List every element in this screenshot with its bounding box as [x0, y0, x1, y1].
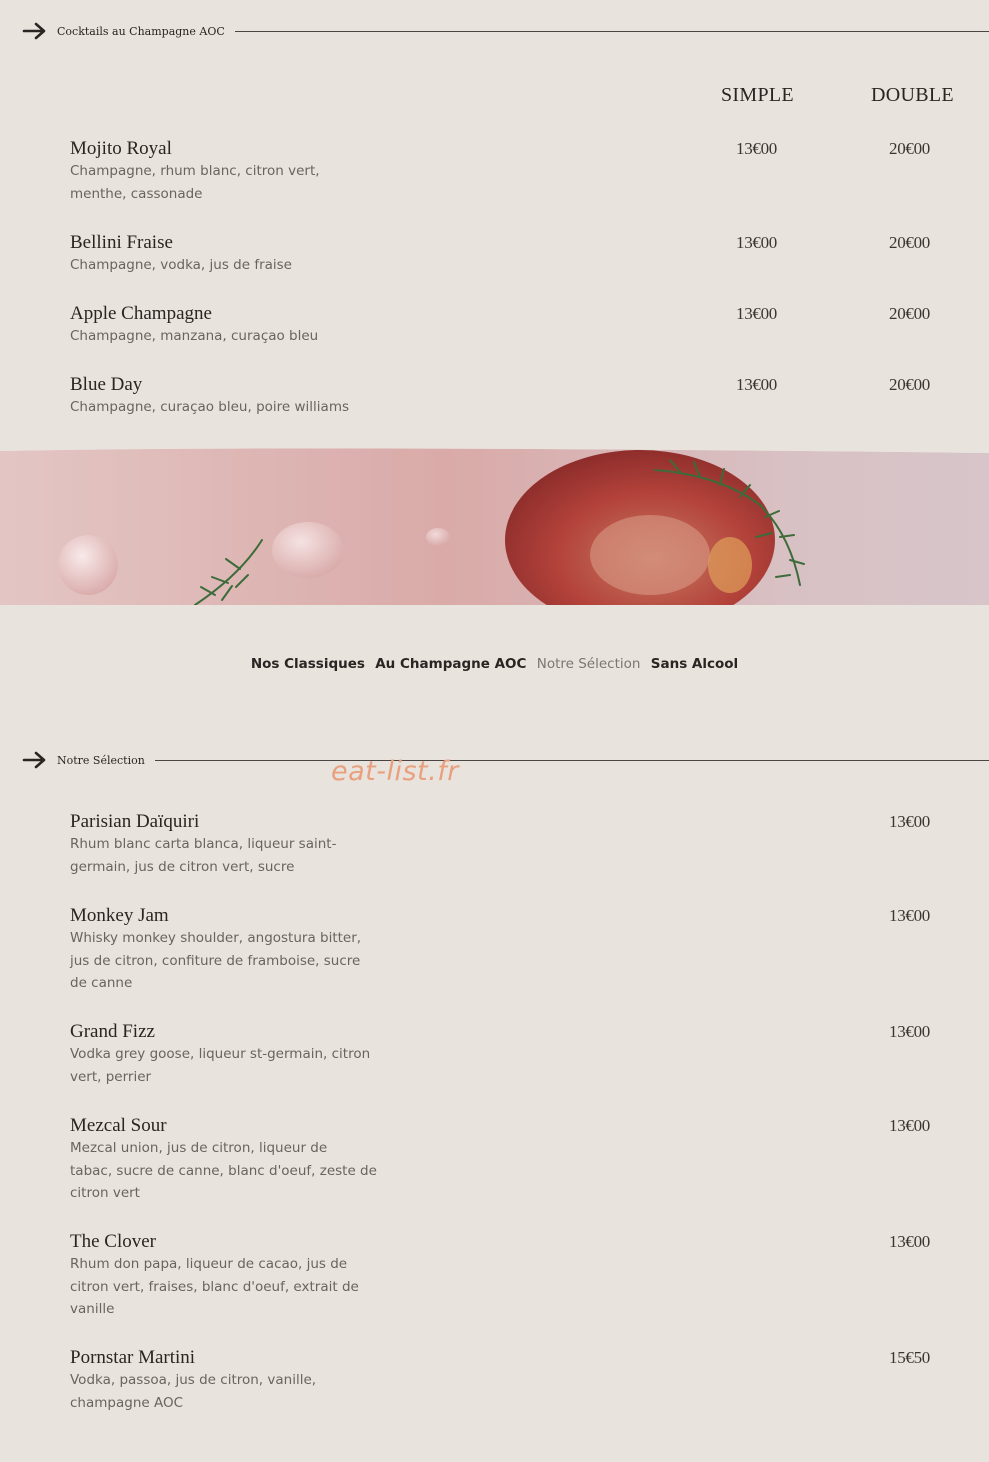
- item-description: Rhum don papa, liqueur de cacao, jus de: [70, 1256, 348, 1272]
- item-description: Rhum blanc carta blanca, liqueur saint-: [70, 836, 337, 852]
- menu-item: [70, 232, 390, 277]
- price: 13€00: [889, 1116, 931, 1135]
- cocktail-photo-banner: [0, 445, 989, 605]
- item-name: Bellini Fraise: [70, 232, 173, 253]
- item-description: Champagne, manzana, curaçao bleu: [70, 328, 319, 344]
- price-double: 20€00: [889, 139, 931, 158]
- item-description: Vodka grey goose, liqueur st-germain, citron: [70, 1046, 371, 1062]
- item-description: Champagne, curaçao bleu, poire williams: [70, 399, 350, 415]
- item-description: champagne AOC: [70, 1394, 184, 1411]
- price: 13€00: [889, 1022, 931, 1041]
- item-name: The Clover: [70, 1231, 157, 1252]
- menu-item: [70, 811, 390, 878]
- price-simple: 13€00: [736, 139, 778, 158]
- price: 13€00: [889, 812, 931, 831]
- menu-item: [70, 1021, 390, 1088]
- item-description: germain, jus de citron vert, sucre: [70, 858, 295, 875]
- price-simple: 13€00: [736, 233, 778, 252]
- menu-item: [70, 303, 390, 348]
- price-double: 20€00: [889, 233, 931, 252]
- nav-item-nos-classiques[interactable]: Nos Classiques: [250, 656, 365, 672]
- item-name: Mezcal Sour: [70, 1115, 167, 1136]
- section-title: Cocktails au Champagne AOC: [57, 24, 225, 38]
- nav-item-sans-alcool[interactable]: Sans Alcool: [650, 656, 739, 672]
- price-double: 20€00: [889, 375, 931, 394]
- item-description: Whisky monkey shoulder, angostura bitter,: [70, 930, 362, 946]
- nav-item-au-champagne-aoc[interactable]: Au Champagne AOC: [375, 656, 527, 672]
- section-title: Notre Sélection: [57, 753, 145, 767]
- price-double: 20€00: [889, 304, 931, 323]
- section-header-selection: [22, 748, 989, 772]
- column-header-simple: SIMPLE: [721, 84, 794, 106]
- item-name: Grand Fizz: [70, 1021, 155, 1042]
- menu-item: [70, 138, 390, 205]
- arrow-right-icon: [22, 21, 48, 41]
- menu-item: [70, 374, 390, 419]
- item-name: Blue Day: [70, 374, 143, 395]
- item-description: vanille: [70, 1301, 115, 1317]
- menu-item: [70, 1231, 390, 1321]
- price-simple: 13€00: [736, 375, 778, 394]
- item-description: jus de citron, confiture de framboise, sucre: [70, 952, 361, 969]
- cocktail-photo: [0, 445, 989, 605]
- item-name: Pornstar Martini: [70, 1347, 196, 1368]
- category-nav: [0, 656, 989, 672]
- item-description: tabac, sucre de canne, blanc d'oeuf, zeste de: [70, 1162, 377, 1179]
- item-description: citron vert: [70, 1185, 140, 1201]
- nav-item-notre-selection[interactable]: Notre Sélection: [536, 656, 641, 672]
- price-simple: 13€00: [736, 304, 778, 323]
- menu-item: [70, 905, 390, 995]
- item-description: vert, perrier: [70, 1068, 152, 1085]
- item-description: Champagne, rhum blanc, citron vert,: [70, 163, 320, 179]
- item-name: Parisian Daïquiri: [70, 811, 200, 832]
- item-description: de canne: [70, 975, 133, 991]
- item-description: citron vert, fraises, blanc d'oeuf, extrait de: [70, 1278, 359, 1295]
- arrow-right-icon: [22, 750, 48, 770]
- price: 13€00: [889, 906, 931, 925]
- divider: [235, 31, 989, 32]
- item-name: Monkey Jam: [70, 905, 169, 926]
- item-description: Mezcal union, jus de citron, liqueur de: [70, 1140, 328, 1156]
- item-name: Apple Champagne: [70, 303, 212, 324]
- item-description: Vodka, passoa, jus de citron, vanille,: [70, 1372, 317, 1388]
- watermark: eat-list.fr: [331, 756, 459, 787]
- item-name: Mojito Royal: [70, 138, 172, 159]
- divider: [155, 760, 989, 761]
- menu-item: [70, 1347, 390, 1414]
- price: 15€50: [889, 1348, 931, 1367]
- section-header-champagne: [22, 19, 989, 43]
- column-header-double: DOUBLE: [871, 84, 954, 106]
- item-description: Champagne, vodka, jus de fraise: [70, 257, 292, 273]
- item-description: menthe, cassonade: [70, 185, 203, 202]
- price: 13€00: [889, 1232, 931, 1251]
- menu-item: [70, 1115, 390, 1205]
